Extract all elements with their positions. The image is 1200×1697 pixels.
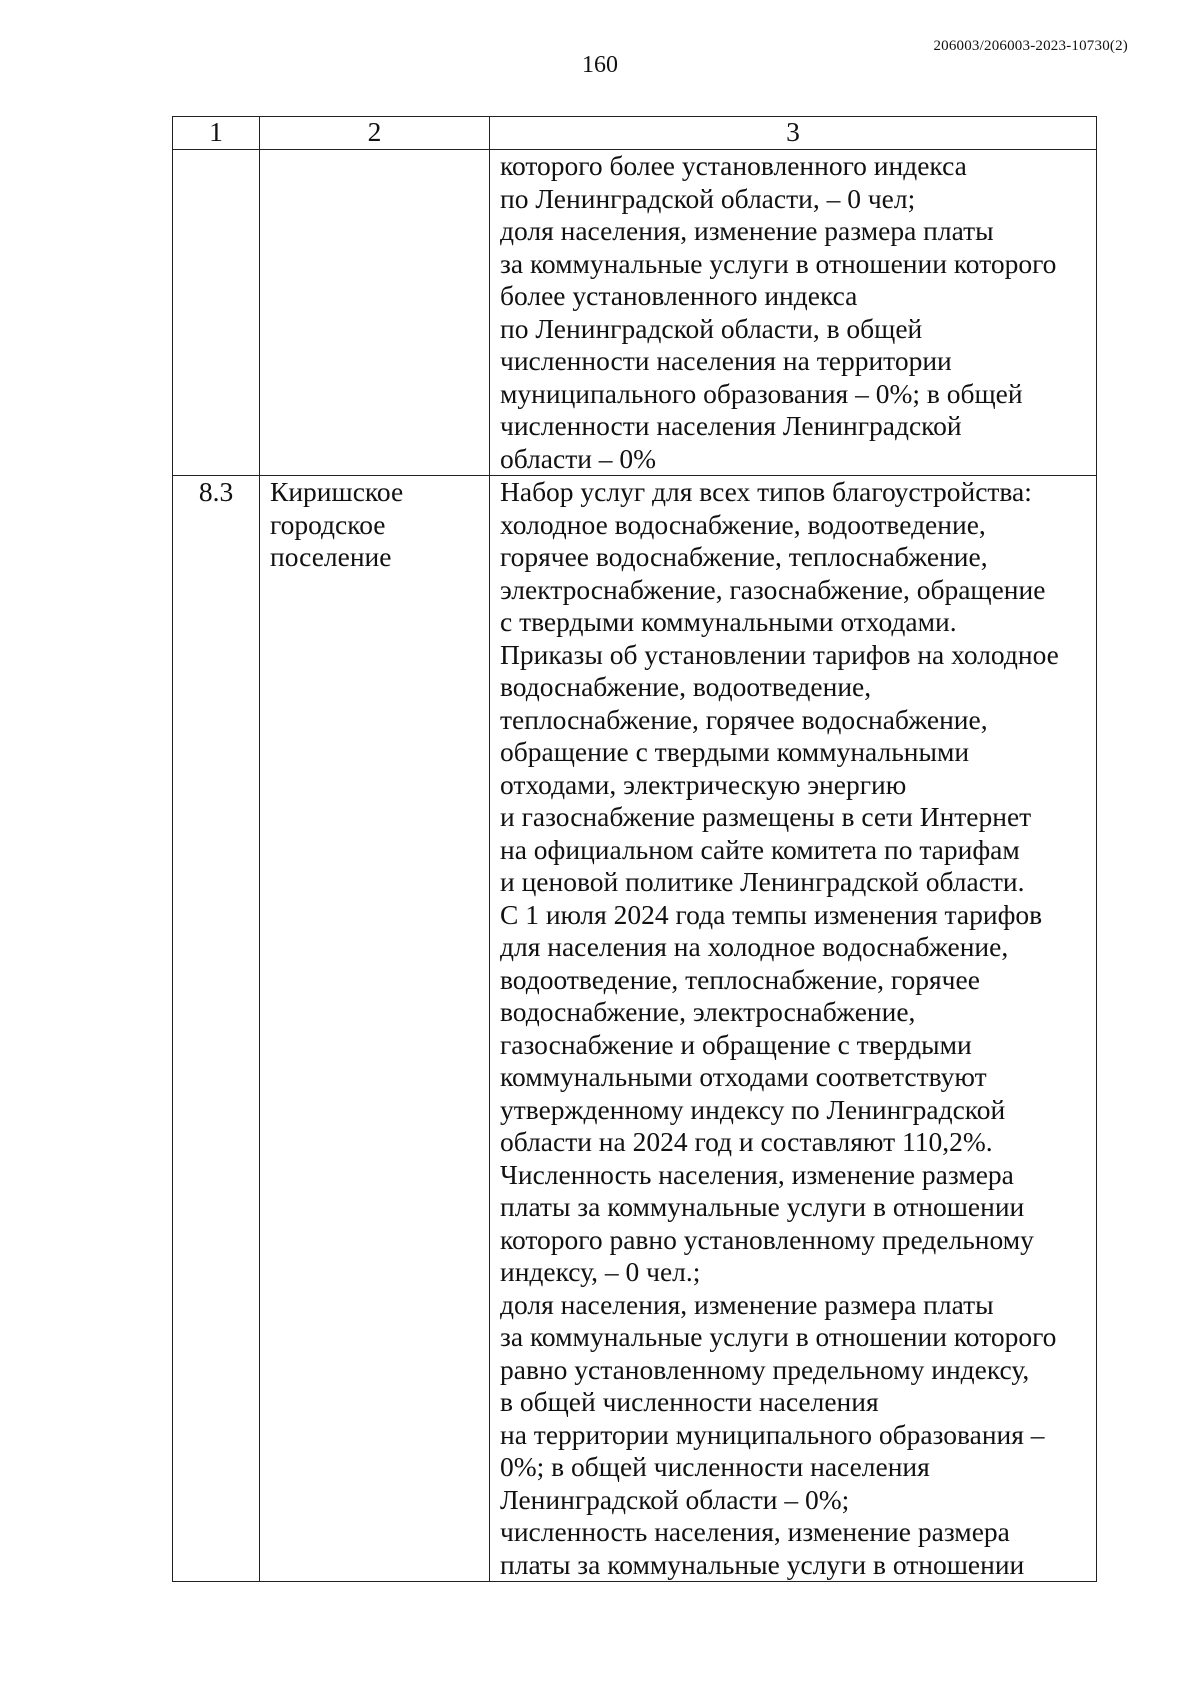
text-line: и ценовой политике Ленинградской области. (500, 866, 1025, 897)
text-line: Набор услуг для всех типов благоустройства: (500, 476, 1032, 507)
text-line: численности населения Ленинградской (500, 410, 962, 441)
text-line: холодное водоснабжение, водоотведение, (500, 508, 986, 540)
table-row-continuation (173, 150, 1097, 476)
text-line: Приказы об установлении тарифов на холодное (500, 638, 1059, 670)
text-line: для населения на холодное водоснабжение, (500, 931, 1009, 962)
description-cell (490, 476, 1097, 1582)
text-line: доля населения, изменение размера платы (500, 215, 994, 246)
text-line: коммунальными отходами соответствуют (500, 1061, 987, 1092)
text-line: водоотведение, теплоснабжение, горячее (500, 963, 980, 995)
text-line: муниципального образования – 0%; в общей (500, 377, 1023, 409)
text-line: платы за коммунальные услуги в отношении (500, 1548, 1025, 1580)
text-line: с твердыми коммунальными отходами. (500, 606, 957, 637)
text-line: водоснабжение, электроснабжение, (500, 996, 916, 1027)
column-header-2: 2 (260, 117, 490, 150)
municipality-name-line: Киришское (270, 476, 404, 507)
text-line: равно установленному предельному индексу, (500, 1353, 1030, 1385)
text-line: более установленного индекса (500, 280, 858, 311)
text-line: газоснабжение и обращение с твердыми (500, 1028, 972, 1060)
text-line: С 1 июля 2024 года темпы изменения тарифов (500, 898, 1043, 930)
text-line: индексу, – 0 чел.; (500, 1256, 701, 1287)
text-line: горячее водоснабжение, теплоснабжение, (500, 541, 988, 572)
column-header-3: 3 (490, 117, 1097, 150)
text-line: водоснабжение, водоотведение, (500, 671, 872, 702)
text-line: теплоснабжение, горячее водоснабжение, (500, 703, 988, 735)
table-row-8-3 (173, 476, 1097, 1582)
text-line: утвержденному индексу по Ленинградской (500, 1093, 1006, 1125)
text-line: за коммунальные услуги в отношении которого (500, 247, 1057, 279)
text-line: отходами, электрическую энергию (500, 768, 907, 800)
text-line: по Ленинградской области, – 0 чел; (500, 182, 916, 214)
text-line: численность населения, изменение размера (500, 1516, 1010, 1547)
text-line: доля населения, изменение размера платы (500, 1288, 994, 1320)
row-number-cell: 8.3 (173, 476, 260, 1582)
text-line: за коммунальные услуги в отношении которого (500, 1321, 1057, 1352)
services-table (172, 116, 1097, 1582)
text-line: и газоснабжение размещены в сети Интернет (500, 801, 1032, 832)
description-cell (490, 150, 1097, 476)
text-line: в общей численности населения (500, 1386, 879, 1417)
text-line: обращение с твердыми коммунальными (500, 736, 970, 767)
text-line: численности населения на территории (500, 345, 952, 376)
row-number-cell (173, 150, 260, 476)
text-line: на официальном сайте комитета по тарифам (500, 833, 1020, 865)
text-line: которого более установленного индекса (500, 150, 967, 181)
text-line: на территории муниципального образования – (500, 1418, 1045, 1450)
page-number: 160 (582, 52, 618, 78)
text-line: Ленинградской области – 0%; (500, 1483, 850, 1515)
text-line: электроснабжение, газоснабжение, обращение (500, 573, 1046, 605)
text-line: области – 0% (500, 442, 657, 474)
text-line: платы за коммунальные услуги в отношении (500, 1191, 1025, 1222)
document-id: 206003/206003-2023-10730(2) (933, 38, 1128, 54)
text-line: области на 2024 год и составляют 110,2%. (500, 1126, 993, 1157)
municipality-cell (260, 476, 490, 1582)
municipality-name-line: поселение (270, 541, 392, 572)
table-header-row (173, 117, 1097, 150)
text-line: 0%; в общей численности населения (500, 1451, 930, 1482)
municipality-cell (260, 150, 490, 476)
municipality-name-line: городское (270, 508, 386, 540)
column-header-1: 1 (173, 117, 260, 150)
text-line: по Ленинградской области, в общей (500, 312, 923, 344)
text-line: Численность населения, изменение размера (500, 1158, 1014, 1190)
text-line: которого равно установленному предельному (500, 1223, 1034, 1255)
